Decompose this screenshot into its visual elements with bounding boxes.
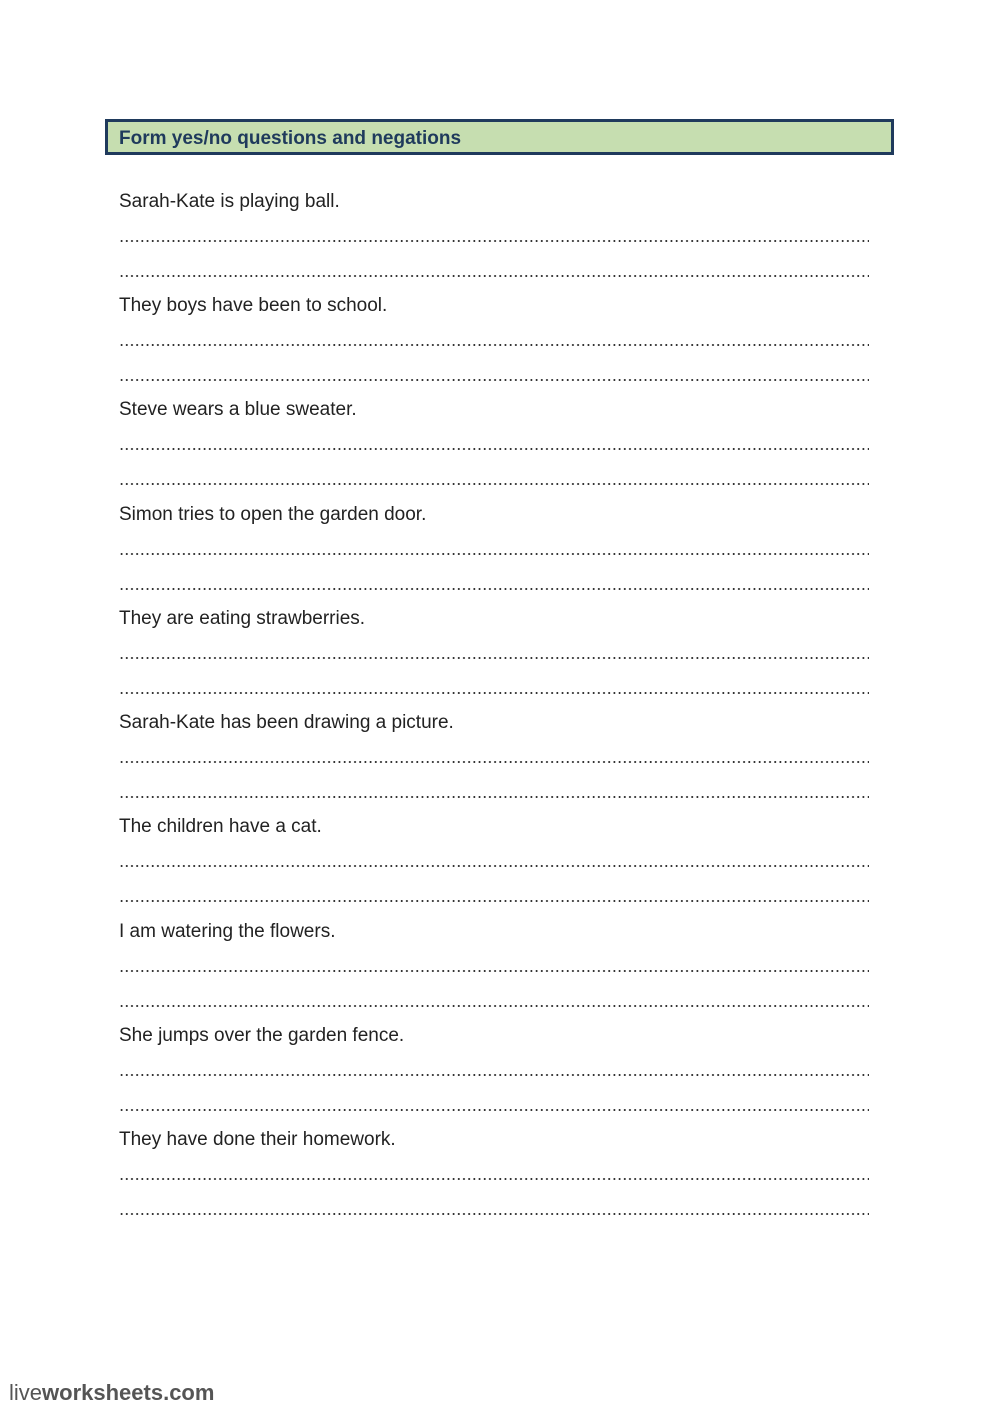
- brand-light-text: live: [9, 1380, 43, 1405]
- answer-line-negation[interactable]: [119, 483, 869, 485]
- brand-footer: [9, 1380, 214, 1406]
- answer-line-question[interactable]: [119, 761, 869, 763]
- answer-line-question[interactable]: [119, 344, 869, 346]
- exercise-sentence: Sarah-Kate has been drawing a picture.: [119, 712, 454, 733]
- answer-line-question[interactable]: [119, 1074, 869, 1076]
- brand-suffix-text: .com: [163, 1380, 215, 1405]
- answer-line-negation[interactable]: [119, 275, 869, 277]
- answer-line-negation[interactable]: [119, 588, 869, 590]
- answer-line-negation[interactable]: [119, 1005, 869, 1007]
- answer-line-question[interactable]: [119, 865, 869, 867]
- answer-line-negation[interactable]: [119, 379, 869, 381]
- answer-line-negation[interactable]: [119, 1109, 869, 1111]
- answer-line-question[interactable]: [119, 553, 869, 555]
- answer-line-question[interactable]: [119, 240, 869, 242]
- answer-line-negation[interactable]: [119, 796, 869, 798]
- exercise-sentence: I am watering the flowers.: [119, 921, 336, 942]
- answer-line-question[interactable]: [119, 1178, 869, 1180]
- answer-line-question[interactable]: [119, 657, 869, 659]
- answer-line-negation[interactable]: [119, 1213, 869, 1215]
- exercise-sentence: They are eating strawberries.: [119, 608, 366, 629]
- exercise-sentence: Steve wears a blue sweater.: [119, 399, 357, 420]
- answer-line-negation[interactable]: [119, 692, 869, 694]
- page-title: Form yes/no questions and negations: [119, 128, 462, 149]
- section-title-box: [105, 119, 894, 155]
- brand-bold-text: worksheets: [42, 1380, 164, 1405]
- exercise-sentence: They have done their homework.: [119, 1129, 396, 1150]
- exercise-sentence: They boys have been to school.: [119, 295, 388, 316]
- exercise-sentence: Sarah-Kate is playing ball.: [119, 191, 340, 212]
- answer-line-question[interactable]: [119, 448, 869, 450]
- exercise-sentence: She jumps over the garden fence.: [119, 1025, 405, 1046]
- exercise-sentence: The children have a cat.: [119, 816, 322, 837]
- answer-line-negation[interactable]: [119, 900, 869, 902]
- exercise-sentence: Simon tries to open the garden door.: [119, 504, 427, 525]
- answer-line-question[interactable]: [119, 970, 869, 972]
